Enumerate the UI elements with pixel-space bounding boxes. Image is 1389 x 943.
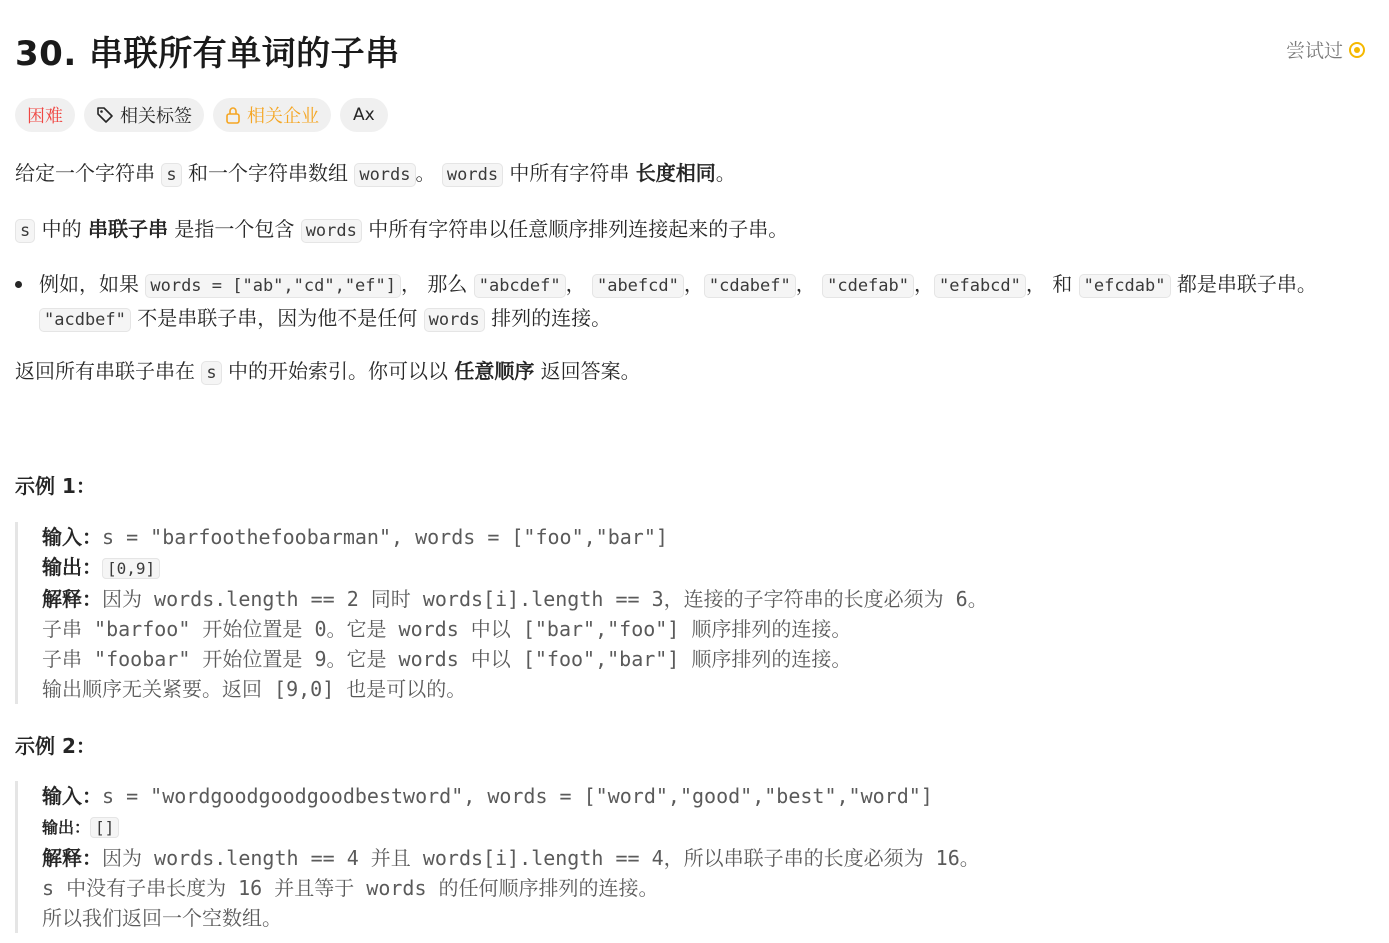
problem-title: 30. 串联所有单词的子串	[15, 34, 400, 74]
description-paragraph-2	[15, 214, 788, 246]
text: 。	[715, 161, 736, 185]
example-2-input-line	[42, 781, 980, 811]
description-paragraph-3	[15, 356, 641, 388]
inline-code: "cdefab"	[822, 274, 914, 298]
text: 排列的连接。	[484, 306, 612, 330]
translate-icon: Aх	[353, 105, 375, 125]
text: 是指一个包含	[167, 217, 301, 241]
tag-icon	[96, 106, 114, 124]
inline-code: s	[15, 219, 35, 243]
output-label: 输出：	[42, 555, 102, 579]
output-label: 输出：	[42, 818, 91, 837]
inline-code: words	[424, 308, 485, 332]
explain-text: 所以我们返回一个空数组。	[42, 906, 282, 930]
inline-code: "efabcd"	[934, 274, 1026, 298]
input-value: s = "wordgoodgoodgoodbestword", words = ["word","good","best","word"]	[102, 784, 933, 808]
tag-bar	[15, 98, 388, 132]
inline-code: "acdbef"	[39, 308, 131, 332]
related-companies-button[interactable]	[213, 98, 331, 132]
explain-label: 解释：	[42, 846, 102, 870]
inline-code: "cdabef"	[704, 274, 796, 298]
input-label: 输入：	[42, 784, 102, 808]
text: 给定一个字符串	[15, 161, 162, 185]
explain-text: 子串 "foobar" 开始位置是 9。它是 words 中以 ["foo","bar"] 顺序排列的连接。	[42, 647, 852, 671]
bold-text: 任意顺序	[454, 359, 535, 383]
text: 中的开始索引。你可以以	[221, 359, 455, 383]
example-2-title: 示例 2：	[15, 734, 96, 758]
text: 不是串联子串，因为他不是任何	[130, 306, 424, 330]
inline-code: s	[161, 163, 181, 187]
example-bullet	[15, 268, 1335, 336]
explain-text: 子串 "barfoo" 开始位置是 0。它是 words 中以 ["bar","foo"] 顺序排列的连接。	[42, 617, 852, 641]
related-companies-label: 相关企业	[247, 106, 319, 127]
inline-code: "efcdab"	[1079, 274, 1171, 298]
translate-button[interactable]	[340, 98, 388, 132]
related-tags-label: 相关标签	[120, 106, 192, 127]
explain-text: 输出顺序无关紧要。返回 [9,0] 也是可以的。	[42, 677, 467, 701]
text: 返回所有串联子串在	[15, 359, 202, 383]
explain-text: 因为 words.length == 2 同时 words[i].length == 3，连接的子字符串的长度必须为 6。	[102, 587, 988, 611]
text: 返回答案。	[534, 359, 641, 383]
example-2-explain-line	[42, 843, 980, 873]
text: ， 和	[1025, 272, 1079, 296]
explain-text: 因为 words.length == 4 并且 words[i].length == 4，所以串联子串的长度必须为 16。	[102, 846, 980, 870]
output-value: [0,9]	[102, 558, 160, 579]
inline-code: words	[301, 219, 362, 243]
tried-status[interactable]	[1286, 36, 1365, 63]
example-1-explain-line	[42, 584, 988, 614]
inline-code: s	[201, 361, 221, 385]
text: ，	[914, 272, 934, 296]
inline-code: words	[354, 163, 415, 187]
difficulty-badge	[15, 98, 75, 132]
inline-code: words	[442, 163, 503, 187]
bold-text: 串联子串	[87, 217, 168, 241]
tried-circle-icon	[1349, 42, 1365, 58]
text: 中所有字符串	[503, 161, 636, 185]
example-2-output-line	[42, 811, 980, 843]
text: ， 那么	[401, 272, 474, 296]
text: ，	[683, 272, 704, 296]
bold-text: 长度相同	[635, 161, 716, 185]
inline-code: "abefcd"	[592, 274, 684, 298]
text: ，	[795, 272, 823, 296]
text: 。	[415, 161, 442, 185]
example-2-block	[15, 781, 980, 933]
explain-label: 解释：	[42, 587, 102, 611]
text: 例如，如果	[39, 272, 146, 296]
tried-label: 尝试过	[1285, 40, 1343, 62]
lock-icon	[225, 106, 241, 124]
text: 都是串联子串。	[1170, 272, 1317, 296]
inline-code: words = ["ab","cd","ef"]	[145, 274, 401, 298]
example-1-title: 示例 1：	[15, 474, 96, 498]
related-tags-button[interactable]	[84, 98, 204, 132]
example-1-input-line	[42, 522, 988, 552]
output-value: []	[90, 817, 119, 838]
description-paragraph-1	[15, 158, 736, 190]
bullet-text	[39, 268, 1335, 336]
input-label: 输入：	[42, 525, 102, 549]
example-1-output-line	[42, 552, 988, 584]
text: ，	[565, 272, 592, 296]
bullet-dot	[15, 281, 22, 288]
text: 中的	[35, 217, 88, 241]
input-value: s = "barfoothefoobarman", words = ["foo","bar"]	[102, 525, 668, 549]
example-1-block	[15, 522, 988, 704]
inline-code: "abcdef"	[474, 274, 566, 298]
text: 中所有字符串以任意顺序排列连接起来的子串。	[361, 217, 789, 241]
text: 和一个字符串数组	[181, 161, 355, 185]
difficulty-label: 困难	[27, 106, 63, 127]
explain-text: s 中没有子串长度为 16 并且等于 words 的任何顺序排列的连接。	[42, 876, 659, 900]
